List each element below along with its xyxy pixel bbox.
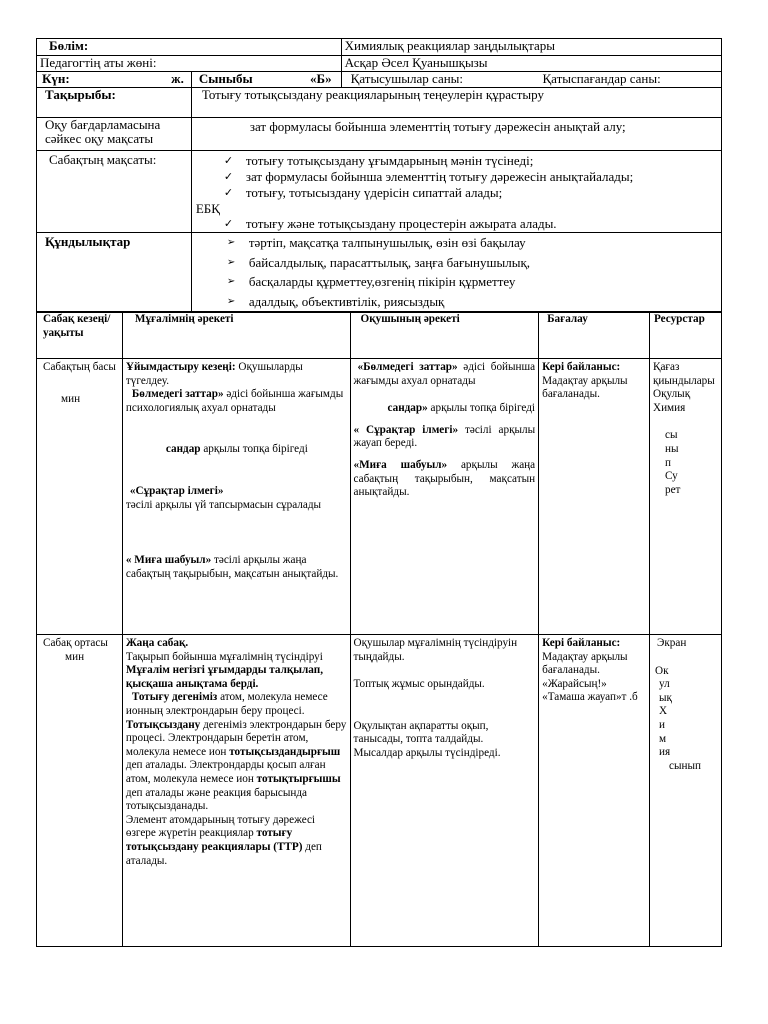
absent-count-label: Қатыспағандар саны: (542, 71, 661, 86)
goals-label: Сабақтың мақсаты: (37, 151, 192, 233)
col-header-assessment: Бағалау (539, 313, 650, 359)
topic-value: Тотығу тотықсыздану реакцияларының теңеулерін құрастыру (191, 88, 721, 118)
ebk-item: ✓ тотығу және тотықсыздану процестерін ажырата алады. (223, 216, 557, 231)
present-count-label: Қатысушылар саны: (350, 71, 464, 86)
day-cell (37, 72, 192, 88)
value-item: ➢ басқаларды құрметтеу,өзгенің пікірін құрметтеу (249, 272, 718, 292)
teacher-action-middle: Жаңа сабақ. Тақырып бойынша мұғалімнің түсіндіруі Мұғалім негізгі ұғымдарды талқылап, қысқаша анықтама берді. Тотығу дегеніміз атом, молекула немесе ионның электрондарын беру процесі. Тотықсыздану дегеніміз электрондарын беру процесі. Электрондарын беретін атом, молекула немесе ион тотықсыздандырғыш деп аталады. Электрондарды қосып алған атом, молекула немесе ион тотықтырғышы деп аталады және реакция барысында тотықсызданады. Элемент атомдарының тотығу дәрежесі өзгере жүретін реакциялар тотығу тотықсыздану реакциялары (ТТР) деп аталады. (122, 635, 350, 947)
assessment-middle: Кері байланыс: Мадақтау арқылы бағаланады. «Жарайсың!» «Тамаша жауап»т .б (539, 635, 650, 947)
student-action-middle: Оқушылар мұғалімнің түсіндіруін тыңдайды. Топтық жұмыс орындайды. Оқулықтан ақпаратты оқып, танысады, топта талдайды. Мысалдар арқылы түсіндіреді. (350, 635, 539, 947)
section-label: Бөлім: (49, 38, 89, 53)
goal-item: ✓ зат формуласы бойынша элементтің тотығу дәрежесін анықтайалады; (223, 169, 634, 184)
value-item: ➢ адалдық, объективтілік, риясыздық (249, 292, 718, 312)
stage-time: мин (61, 392, 81, 405)
student-action-start: «Бөлмедегі заттар» әдісі бойынша жағымды ахуал орнатады сандар» арқылы топқа бірігеді « Сұрақтар ілмегі» тәсілі арқылы жауап береді. «Миға шабуыл» арқылы жаңа сабақтың тақырыбын, мақсатын анықтайды. (350, 359, 539, 635)
goal-item: ✓ тотығу, тотысыздану үдерісін сипаттай алады; (223, 185, 503, 200)
values-cell (191, 233, 721, 312)
check-icon: ✓ (223, 186, 234, 199)
check-icon: ✓ (223, 170, 234, 183)
day-label: Күн: (42, 71, 70, 86)
objective-label: Оқу бағдарламасына сәйкес оқу мақсаты (37, 118, 192, 151)
values-label-cell (37, 233, 192, 312)
ebk-list (196, 216, 718, 232)
check-icon: ✓ (223, 154, 234, 167)
lesson-flow-table (36, 312, 722, 947)
topic-label: Тақырыбы: (45, 87, 116, 102)
class-cell (191, 72, 341, 88)
value-item: ➢ байсалдылық, парасаттылық, заңға бағынушылық, (249, 253, 718, 273)
stage-time: мин (65, 650, 85, 663)
objective-value: зат формуласы бойынша элементтің тотығу дәрежесін анықтай алу; (191, 118, 721, 151)
resources-middle: Экран Ок ул ық Х и м ия сынып (649, 635, 721, 947)
class-label: Сыныбы (198, 71, 253, 86)
attendance-cell (341, 72, 721, 88)
arrow-bullet-icon: ➢ (226, 276, 236, 287)
table-row (37, 359, 722, 635)
values-label: Құндылықтар (45, 234, 131, 249)
topic-label-cell (37, 88, 192, 118)
col-header-resources: Ресурстар (649, 313, 721, 359)
check-icon: ✓ (223, 217, 234, 230)
resources-start: Қағаз қиындылары Оқулық Химия сы ны п Су рет (649, 359, 721, 635)
table-row (37, 635, 722, 947)
class-value: «Б» (310, 71, 332, 86)
teacher-action-start: Ұйымдастыру кезеңі: Оқушыларды түгелдеу. Бөлмедегі заттар» әдісі бойынша жағымды психологиялық ахуал орнатады сандар арқылы топқа бірігеді «Сұрақтар ілмегі» тәсілі арқылы үй тапсырмасын сұралады « Миға шабуыл» тәсілі арқылы жаңа сабақтың тақырыбын, мақсатын анықтайды. (122, 359, 350, 635)
ebk-label: ЕБҚ (195, 201, 220, 216)
col-header-student: Оқушының әрекеті (350, 313, 539, 359)
lesson-info-table (36, 38, 722, 312)
goals-list (196, 153, 718, 201)
arrow-bullet-icon: ➢ (226, 295, 236, 307)
col-header-teacher: Мұғалімнің әрекеті (122, 313, 350, 359)
section-label-cell (37, 39, 342, 56)
value-item: ➢ тәртіп, мақсатқа талпынушылық, өзін өзі бақылау (249, 233, 718, 253)
assessment-start: Кері байланыс: Мадақтау арқылы бағаланады. (539, 359, 650, 635)
section-value: Химиялық реакциялар заңдылықтары (341, 39, 721, 56)
day-suffix: ж. (171, 71, 184, 86)
stage-name: Сабақтың басы (43, 361, 116, 373)
arrow-bullet-icon: ➢ (226, 237, 236, 248)
teacher-label: Педагогтің аты жөні: (37, 56, 342, 72)
stage-middle (37, 635, 123, 947)
stage-start (37, 359, 123, 635)
goal-item: ✓ тотығу тотықсыздану ұғымдарының мәнін түсінеді; (223, 153, 534, 168)
arrow-bullet-icon: ➢ (226, 256, 236, 268)
goals-cell (191, 151, 721, 233)
values-list (195, 233, 718, 311)
teacher-value: Асқар Әсел Қуанышқызы (341, 56, 721, 72)
col-header-stage: Сабақ кезеңі/ уақыты (37, 313, 123, 359)
stage-name: Сабақ ортасы (43, 637, 108, 649)
